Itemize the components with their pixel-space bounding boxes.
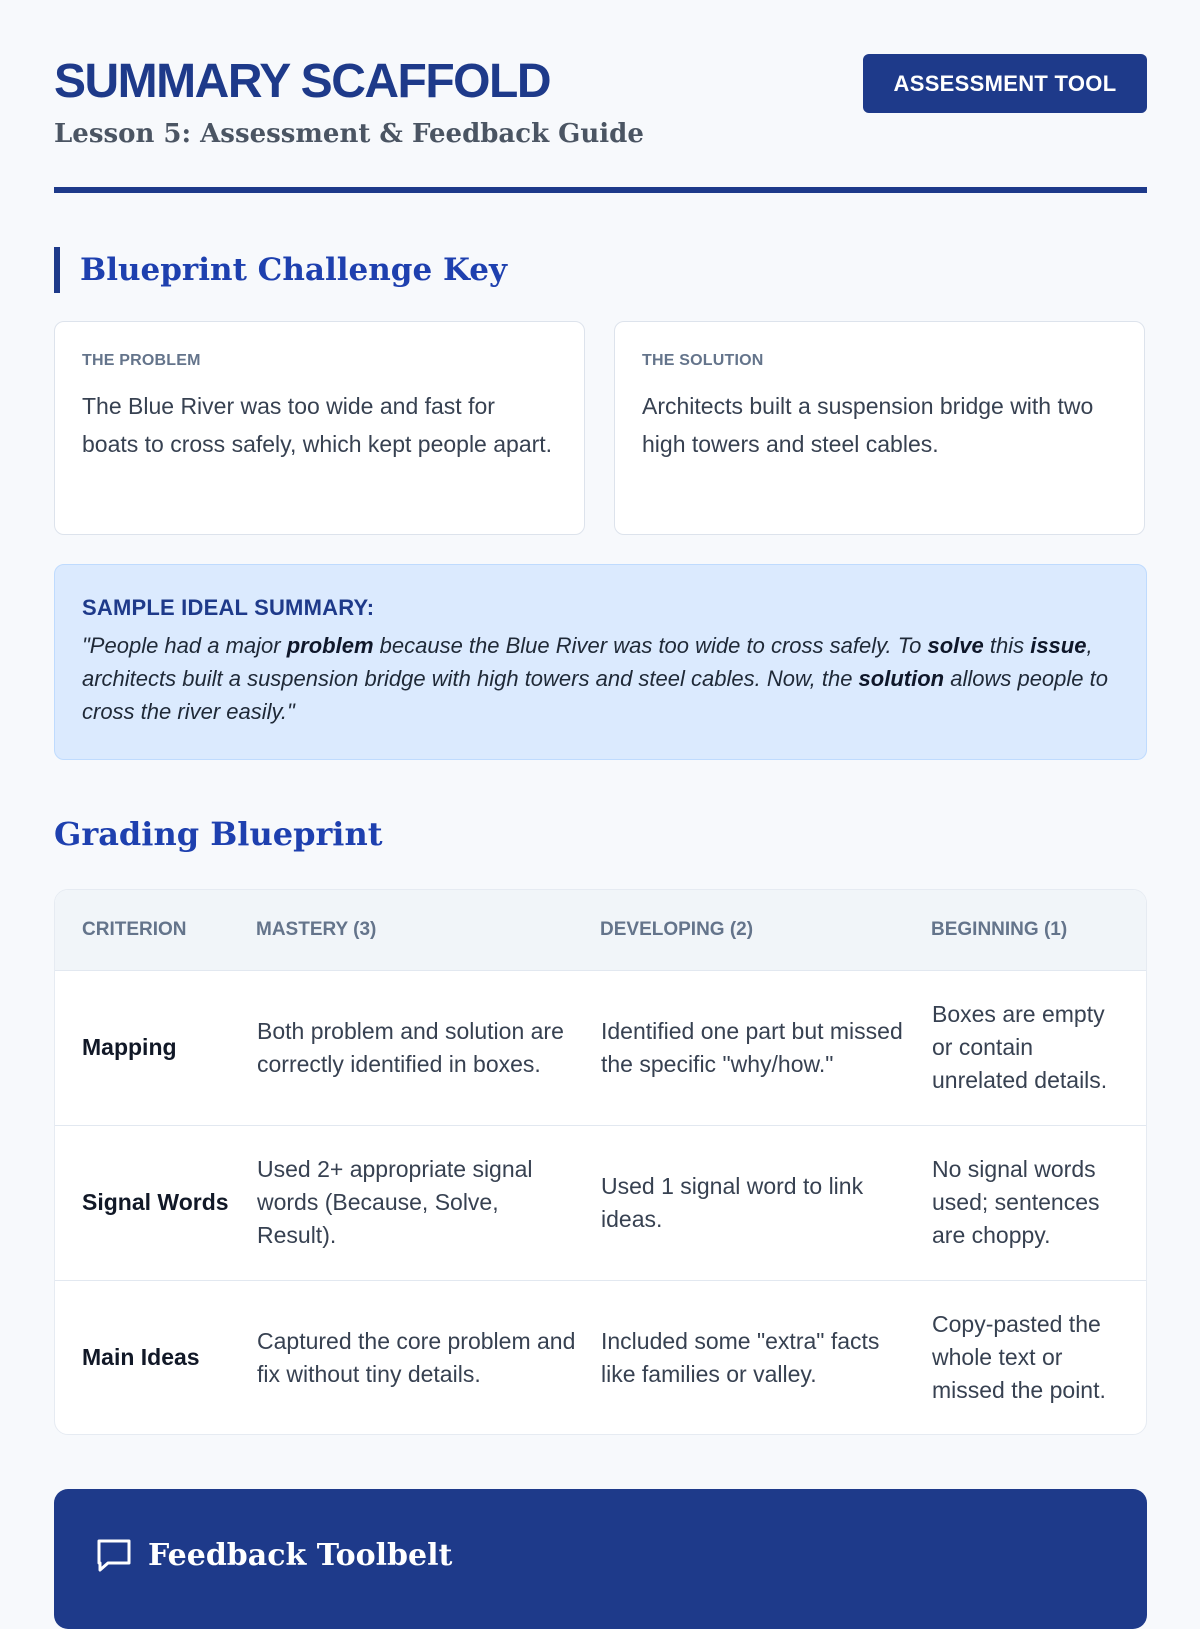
header-developing: DEVELOPING (2) [600,890,931,970]
grading-title: Grading Blueprint [54,815,383,853]
header-mastery: MASTERY (3) [256,890,600,970]
mastery-cell: Both problem and solution are correctly identified in boxes. [256,970,600,1125]
page-subtitle: Lesson 5: Assessment & Feedback Guide [54,119,644,149]
problem-label: THE PROBLEM [82,352,201,369]
key-section-title: Blueprint Challenge Key [80,252,507,288]
summary-keyword: solution [858,666,945,691]
header-beginning: BEGINNING (1) [931,890,1146,970]
beginning-cell: Copy-pasted the whole text or missed the point. [932,1311,1106,1404]
beginning-cell: No signal words used; sentences are choppy. [931,1125,1146,1280]
solution-label: THE SOLUTION [642,352,764,369]
developing-cell: Included some "extra" facts like families or valley. [601,1327,880,1387]
feedback-toolbelt-panel [54,1489,1147,1629]
summary-part: this [983,633,1031,658]
mastery-cell: Captured the core problem and fix without tiny details. [257,1327,576,1387]
header-criterion: CRITERION [55,890,256,970]
summary-part: allows people to cross the river easily." [82,666,1108,724]
section-accent-bar [54,247,60,293]
header [54,0,1147,195]
summary-keyword: problem [286,633,374,658]
problem-card [54,321,585,535]
sample-summary-box [54,564,1147,760]
problem-text: The Blue River was too wide and fast for boats to cross safely, which kept people apart. [82,393,553,457]
header-divider [54,187,1147,193]
assessment-tool-badge: ASSESSMENT TOOL [863,54,1147,113]
rubric-table [55,890,1146,1435]
table-row [55,1125,1146,1280]
criterion-cell: Mapping [55,970,256,1125]
summary-part: because the Blue River was too wide to cross safely. To [373,633,928,658]
table-row [55,1280,1146,1435]
summary-part: , architects built a suspension bridge with high towers and steel cables. Now, the [82,633,1093,691]
mastery-cell: Used 2+ appropriate signal words (Because, Solve, Result). [256,1125,600,1280]
summary-keyword: solve [927,633,984,658]
sample-summary-label: SAMPLE IDEAL SUMMARY: [82,595,375,620]
page-title: SUMMARY SCAFFOLD [54,55,550,108]
developing-cell: Used 1 signal word to link ideas. [600,1125,931,1280]
sample-summary-text [82,629,1119,728]
summary-keyword: issue [1030,633,1087,658]
criterion-cell: Main Ideas [82,1344,200,1371]
developing-cell: Identified one part but missed the specific "why/how." [600,970,931,1125]
speech-bubble-icon [94,1535,134,1575]
solution-card [614,321,1145,535]
page [54,0,1147,1404]
table-header-row [55,890,1146,970]
beginning-cell: Boxes are empty or contain unrelated details. [931,970,1146,1125]
grading-table [54,889,1147,1435]
table-row [55,970,1146,1125]
criterion-cell: Signal Words [55,1125,256,1280]
summary-part: "People had a major [82,633,287,658]
key-section-heading [54,247,507,293]
toolbelt-title: Feedback Toolbelt [148,1537,453,1573]
solution-text: Architects built a suspension bridge with two high towers and steel cables. [642,393,1094,457]
toolbelt-heading [94,1535,452,1575]
